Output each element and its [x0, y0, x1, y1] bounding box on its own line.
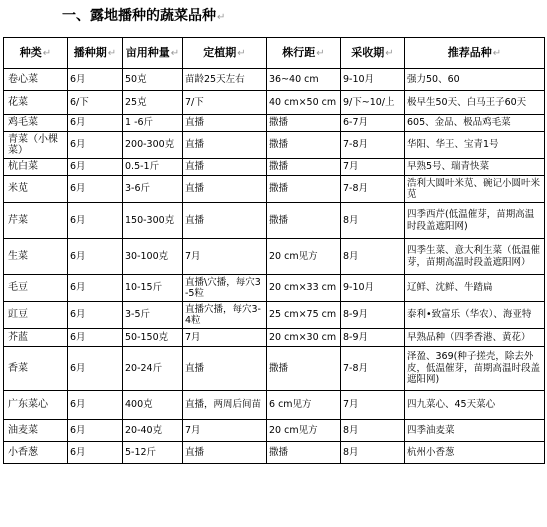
table-cell: 20 cm见方 [267, 420, 341, 442]
table-row [4, 176, 545, 203]
table-cell: 6月 [68, 159, 123, 176]
table-row [4, 442, 545, 464]
header-cell [341, 38, 405, 69]
table-cell: 小香葱 [4, 442, 68, 464]
table-cell: 1 -6斤 [123, 115, 183, 132]
table-cell: 撒播 [267, 132, 341, 159]
table-cell: 0.5-1斤 [123, 159, 183, 176]
header-label: 亩用种量 [125, 46, 170, 59]
table-cell: 泽盈、369(种子搓壳，除去外皮，低温催芽，苗期高温时段盖遮阳网) [405, 347, 545, 391]
table-cell: 7月 [341, 159, 405, 176]
table-cell: 3-5斤 [123, 302, 183, 329]
header-cell [183, 38, 267, 69]
table-cell: 150-300克 [123, 203, 183, 239]
table-cell: 生菜 [4, 239, 68, 275]
table-cell: 30-100克 [123, 239, 183, 275]
table-cell: 早熟5号、瑞青快菜 [405, 159, 545, 176]
table-cell: 5-12斤 [123, 442, 183, 464]
table-cell: 强力50、60 [405, 69, 545, 91]
table-cell: 四季油麦菜 [405, 420, 545, 442]
table-cell: 杭州小香葱 [405, 442, 545, 464]
header-cell [68, 38, 123, 69]
table-cell: 直播 [183, 132, 267, 159]
table-cell: 20 cm×30 cm [267, 329, 341, 347]
table-cell: 6/下 [68, 91, 123, 115]
table-cell: 撒播 [267, 347, 341, 391]
table-cell: 早熟品种（四季香港、黄花） [405, 329, 545, 347]
table-cell: 6 cm见方 [267, 391, 341, 420]
table-cell: 8-9月 [341, 302, 405, 329]
table-cell: 广东菜心 [4, 391, 68, 420]
table-cell: 辽鲜、沈鲜、牛踏扁 [405, 275, 545, 302]
header-label: 定植期 [203, 46, 237, 59]
table-cell: 8-9月 [341, 329, 405, 347]
table-cell: 青菜（小棵菜） [4, 132, 68, 159]
table-cell: 7月 [183, 420, 267, 442]
table-cell: 6月 [68, 442, 123, 464]
table-cell: 卷心菜 [4, 69, 68, 91]
table-cell: 毛豆 [4, 275, 68, 302]
table-cell: 50-150克 [123, 329, 183, 347]
table-cell: 撒播 [267, 442, 341, 464]
table-header-row [4, 38, 545, 69]
table-cell: 浩利大圆叶米苋、碗记小圆叶米苋 [405, 176, 545, 203]
table-cell: 400克 [123, 391, 183, 420]
table-cell: 撒播 [267, 159, 341, 176]
table-cell: 四季生菜、意大利生菜（低温催芽，苗期高温时段盖遮阳网） [405, 239, 545, 275]
table-row [4, 420, 545, 442]
table-cell: 8月 [341, 203, 405, 239]
table-cell: 7月 [183, 329, 267, 347]
table-cell: 撒播 [267, 203, 341, 239]
table-row [4, 91, 545, 115]
table-cell: 8月 [341, 420, 405, 442]
header-label: 株行距 [282, 46, 316, 59]
table-cell: 6月 [68, 275, 123, 302]
table-cell: 四季西芹(低温催芽，苗期高温时段盖遮阳网) [405, 203, 545, 239]
table-cell: 泰利•致富乐（华农）、海亚特 [405, 302, 545, 329]
table-cell: 6月 [68, 420, 123, 442]
table-row [4, 69, 545, 91]
header-label: 采收期 [351, 46, 385, 59]
table-row [4, 391, 545, 420]
table-cell: 7-8月 [341, 176, 405, 203]
table-cell: 7月 [341, 391, 405, 420]
table-row [4, 203, 545, 239]
table-cell: 6月 [68, 329, 123, 347]
table-cell: 直播穴播，每穴3-4粒 [183, 302, 267, 329]
table-cell: 20-40克 [123, 420, 183, 442]
table-cell: 撒播 [267, 176, 341, 203]
paragraph-mark-icon: ↵ [492, 48, 502, 59]
table-row [4, 275, 545, 302]
table-cell: 25 cm×75 cm [267, 302, 341, 329]
table-cell: 50克 [123, 69, 183, 91]
table-cell: 直播 [183, 176, 267, 203]
table-cell: 6月 [68, 239, 123, 275]
table-cell: 6月 [68, 176, 123, 203]
table-cell: 36~40 cm [267, 69, 341, 91]
table-cell: 7-8月 [341, 132, 405, 159]
table-cell: 40 cm×50 cm [267, 91, 341, 115]
paragraph-mark-icon: ↵ [217, 12, 226, 23]
header-cell [123, 38, 183, 69]
table-cell: 9-10月 [341, 69, 405, 91]
table-cell: 直播 [183, 203, 267, 239]
table-cell: 米苋 [4, 176, 68, 203]
table-cell: 3-6斤 [123, 176, 183, 203]
table-cell: 6月 [68, 115, 123, 132]
paragraph-mark-icon: ↵ [385, 48, 394, 59]
table-row [4, 115, 545, 132]
table-cell: 6月 [68, 203, 123, 239]
table-cell: 杭白菜 [4, 159, 68, 176]
table-cell: 20 cm×33 cm [267, 275, 341, 302]
paragraph-mark-icon: ↵ [170, 48, 180, 59]
table-cell: 撒播 [267, 115, 341, 132]
table-cell: 华阳、华王、宝青1号 [405, 132, 545, 159]
section-title-text: 一、露地播种的蔬菜品种 [62, 8, 216, 24]
table-cell: 直播\穴播，每穴3-5粒 [183, 275, 267, 302]
table-cell: 花菜 [4, 91, 68, 115]
table-cell: 芥蓝 [4, 329, 68, 347]
table-row [4, 302, 545, 329]
table-cell: 9-10月 [341, 275, 405, 302]
table-cell: 25克 [123, 91, 183, 115]
table-cell: 6月 [68, 391, 123, 420]
table-cell: 豇豆 [4, 302, 68, 329]
table-cell: 7/下 [183, 91, 267, 115]
table-cell: 直播 [183, 442, 267, 464]
table-cell: 香菜 [4, 347, 68, 391]
table-cell: 6月 [68, 347, 123, 391]
table-cell: 605、金品、极品鸡毛菜 [405, 115, 545, 132]
table-cell: 6月 [68, 302, 123, 329]
table-row [4, 159, 545, 176]
header-label: 播种期 [73, 46, 107, 59]
table-cell: 直播 [183, 347, 267, 391]
table-row [4, 132, 545, 159]
table-cell: 油麦菜 [4, 420, 68, 442]
table-cell: 直播 [183, 115, 267, 132]
header-cell [405, 38, 545, 69]
table-cell: 四九菜心、45天菜心 [405, 391, 545, 420]
section-title [62, 7, 225, 27]
table-cell: 7月 [183, 239, 267, 275]
vegetable-table [3, 37, 545, 464]
header-cell [267, 38, 341, 69]
table-cell: 8月 [341, 442, 405, 464]
paragraph-mark-icon: ↵ [237, 48, 246, 59]
table-cell: 9/下~10/上 [341, 91, 405, 115]
table-cell: 20 cm见方 [267, 239, 341, 275]
table-cell: 直播 [183, 159, 267, 176]
table-cell: 20-24斤 [123, 347, 183, 391]
table-cell: 极早生50天、白马王子60天 [405, 91, 545, 115]
table-cell: 8月 [341, 239, 405, 275]
table-cell: 200-300克 [123, 132, 183, 159]
table-cell: 芹菜 [4, 203, 68, 239]
table-cell: 6月 [68, 132, 123, 159]
table-row [4, 347, 545, 391]
table-cell: 6月 [68, 69, 123, 91]
table-cell: 10-15斤 [123, 275, 183, 302]
header-label: 种类 [19, 46, 42, 59]
header-cell [4, 38, 68, 69]
table-cell: 鸡毛菜 [4, 115, 68, 132]
table-cell: 7-8月 [341, 347, 405, 391]
table-cell: 苗龄25天左右 [183, 69, 267, 91]
table-row [4, 239, 545, 275]
table-row [4, 329, 545, 347]
paragraph-mark-icon: ↵ [42, 48, 52, 59]
paragraph-mark-icon: ↵ [316, 48, 325, 59]
header-label: 推荐品种 [447, 46, 492, 59]
table-cell: 6-7月 [341, 115, 405, 132]
paragraph-mark-icon: ↵ [107, 48, 117, 59]
table-body [4, 69, 545, 464]
table-cell: 直播，两周后间苗 [183, 391, 267, 420]
